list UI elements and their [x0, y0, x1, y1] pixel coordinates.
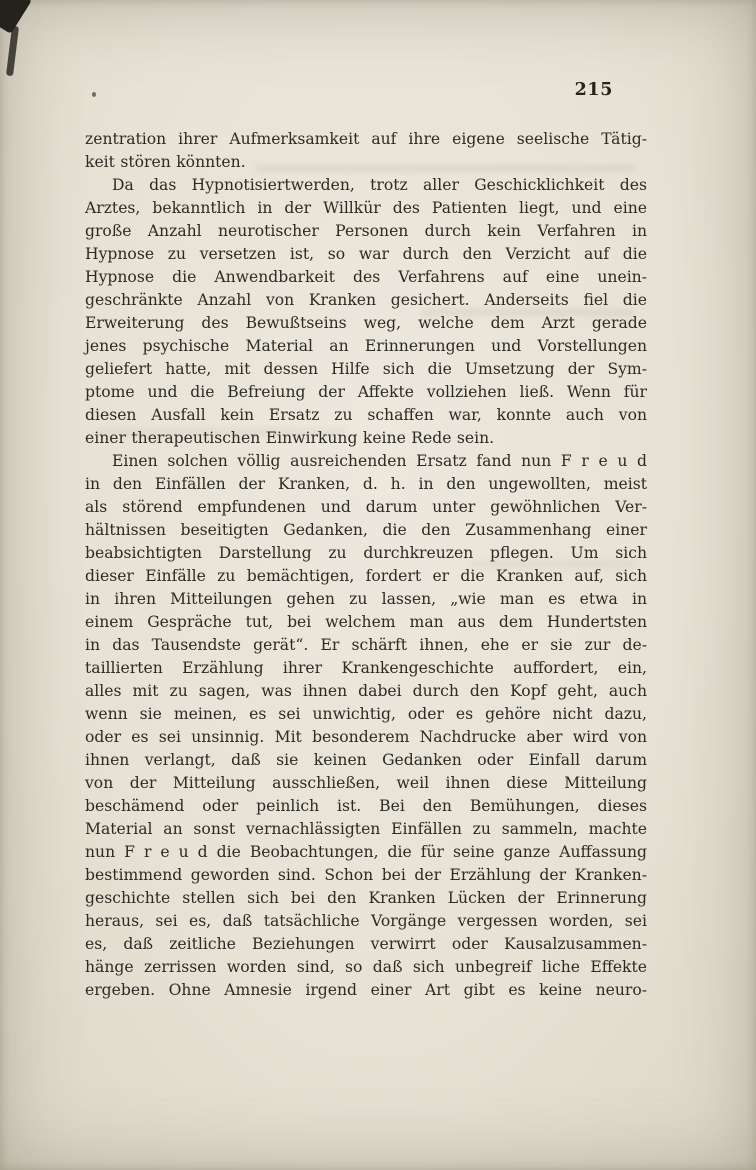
text-line: in ihren Mitteilungen gehen zu lassen, „wie man es etwa in — [85, 590, 647, 608]
text-line: oder es sei unsinnig. Mit besonderem Nachdrucke aber wird von — [85, 728, 647, 746]
text-line: hältnissen beseitigten Gedanken, die den Zusammenhang einer — [85, 521, 647, 539]
body-text — [85, 128, 647, 1002]
text-line: Hypnose zu versetzen ist, so war durch den Verzicht auf die — [85, 245, 647, 263]
text-line: geliefert hatte, mit dessen Hilfe sich die Umsetzung der Sym- — [85, 360, 647, 378]
text-line: Material an sonst vernachlässigten Einfällen zu sammeln, machte — [85, 820, 647, 838]
text-line: dieser Einfälle zu bemächtigen, fordert er die Kranken auf, sich — [85, 567, 647, 585]
text-line: zentration ihrer Aufmerksamkeit auf ihre eigene seelische Tätig- — [85, 130, 647, 148]
text-line: große Anzahl neurotischer Personen durch kein Verfahren in — [85, 222, 647, 240]
page-number: 215 — [574, 80, 613, 100]
text-line: hänge zerrissen worden sind, so daß sich unbegreif liche Effekte — [85, 958, 647, 976]
text-line: geschränkte Anzahl von Kranken gesichert. Anderseits fiel die — [85, 291, 647, 309]
scan-edge-artifact — [6, 26, 19, 76]
text-line: bestimmend geworden sind. Schon bei der Erzählung der Kranken- — [85, 866, 647, 884]
text-line: Einen solchen völlig ausreichenden Ersatz fand nun F r e u d — [112, 452, 647, 470]
text-line: alles mit zu sagen, was ihnen dabei durch den Kopf geht, auch — [85, 682, 647, 700]
text-line: nun F r e u d die Beobachtungen, die für seine ganze Auffassung — [85, 843, 647, 861]
text-line: in das Tausendste gerät“. Er schärft ihnen, ehe er sie zur de- — [85, 636, 647, 654]
text-line: es, daß zeitliche Beziehungen verwirrt oder Kausalzusammen- — [85, 935, 647, 953]
text-line: ptome und die Befreiung der Affekte vollziehen ließ. Wenn für — [85, 383, 647, 401]
text-line: Erweiterung des Bewußtseins weg, welche dem Arzt gerade — [85, 314, 647, 332]
text-line: in den Einfällen der Kranken, d. h. in den ungewollten, meist — [85, 475, 647, 493]
text-line: Hypnose die Anwendbarkeit des Verfahrens auf eine unein- — [85, 268, 647, 286]
text-line: jenes psychische Material an Erinnerungen und Vorstellungen — [85, 337, 647, 355]
text-line: diesen Ausfall kein Ersatz zu schaffen war, konnte auch von — [85, 406, 647, 424]
text-line: keit stören könnten. — [85, 153, 246, 171]
text-line: einem Gespräche tut, bei welchem man aus dem Hundertsten — [85, 613, 647, 631]
text-line: heraus, sei es, daß tatsächliche Vorgänge vergessen worden, sei — [85, 912, 647, 930]
text-line: Da das Hypnotisiertwerden, trotz aller Geschicklichkeit des — [112, 176, 647, 194]
text-line: geschichte stellen sich bei den Kranken Lücken der Erinnerung — [85, 889, 647, 907]
text-line: einer therapeutischen Einwirkung keine Rede sein. — [85, 429, 495, 447]
text-line: wenn sie meinen, es sei unwichtig, oder es gehöre nicht dazu, — [85, 705, 647, 723]
text-line: beschämend oder peinlich ist. Bei den Bemühungen, dieses — [85, 797, 647, 815]
text-line: ihnen verlangt, daß sie keinen Gedanken oder Einfall darum — [85, 751, 647, 769]
scan-speck-artifact — [92, 92, 96, 97]
text-line: als störend empfundenen und darum unter gewöhnlichen Ver- — [85, 498, 647, 516]
text-line: Arztes, bekanntlich in der Willkür des Patienten liegt, und eine — [85, 199, 647, 217]
text-line: taillierten Erzählung ihrer Krankengeschichte auffordert, ein, — [85, 659, 647, 677]
text-line: von der Mitteilung ausschließen, weil ihnen diese Mitteilung — [85, 774, 647, 792]
text-line: beabsichtigten Darstellung zu durchkreuzen pflegen. Um sich — [85, 544, 647, 562]
text-line: ergeben. Ohne Amnesie irgend einer Art gibt es keine neuro- — [85, 981, 647, 999]
